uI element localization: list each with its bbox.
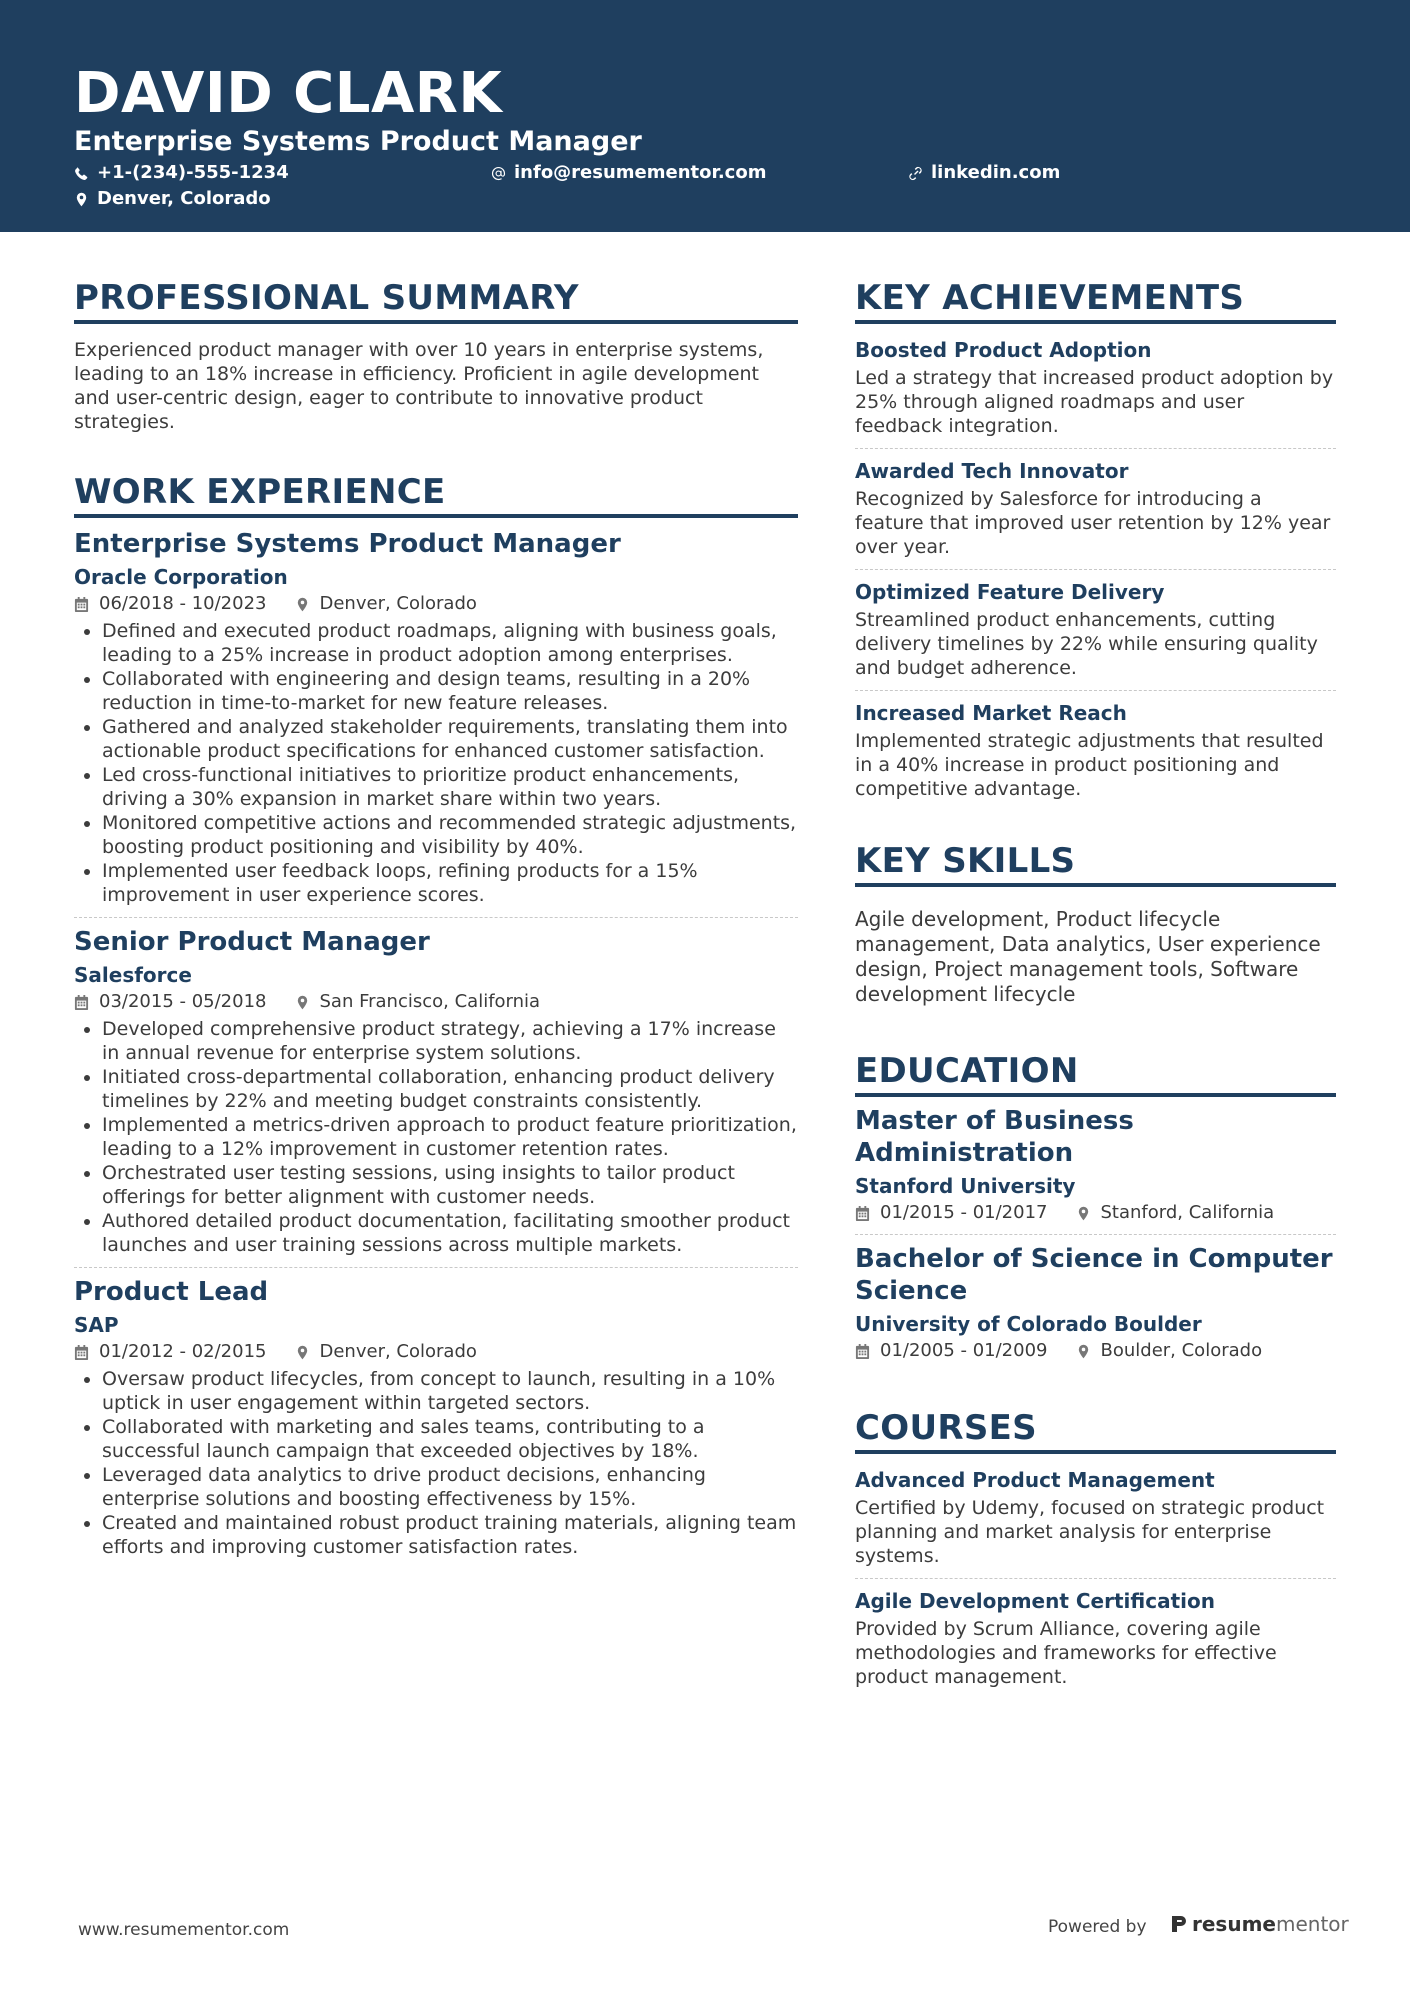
job-company: Salesforce bbox=[74, 963, 192, 987]
achievement-text: Streamlined product enhancements, cutting delivery timelines by 22% while ensuring quality and budget adherence. bbox=[855, 609, 1318, 679]
location-pin-icon bbox=[295, 597, 310, 612]
achievement-text: Implemented strategic adjustments that resulted in a 40% increase in product positioning and competitive advantage. bbox=[855, 730, 1324, 800]
job-dates: 01/2012 - 02/2015 bbox=[99, 1341, 267, 1362]
achievement-item bbox=[855, 336, 1336, 438]
achievement-divider bbox=[855, 569, 1336, 570]
job-bullet: • Oversaw product lifecycles, from concept to launch, resulting in a 10% uptick in user engagement within targeted sectors. bbox=[102, 1367, 798, 1415]
achievement-item bbox=[855, 578, 1336, 680]
calendar-icon bbox=[74, 597, 89, 612]
email-text[interactable]: info@resumementor.com bbox=[514, 162, 767, 183]
location-text: Denver, Colorado bbox=[97, 188, 271, 209]
job-bullets bbox=[74, 619, 798, 907]
experience-heading: WORK EXPERIENCE bbox=[74, 472, 798, 518]
course-title: Agile Development Certification bbox=[855, 1589, 1215, 1613]
job-title: Product Lead bbox=[74, 1277, 269, 1307]
education-divider bbox=[855, 1234, 1336, 1235]
at-icon bbox=[491, 166, 506, 181]
job-bullet: • Implemented a metrics-driven approach to product feature prioritization, leading to a 12% improvement in customer retention rates. bbox=[102, 1113, 798, 1161]
link-icon bbox=[908, 166, 923, 181]
job-divider bbox=[74, 1267, 798, 1268]
resumementor-logo-icon bbox=[1170, 1914, 1188, 1934]
location-pin-icon bbox=[295, 995, 310, 1010]
job-title: Senior Product Manager bbox=[74, 927, 430, 957]
skills-text: Agile development, Product lifecycle management, Data analytics, User experience design, Project management tools, Software development lifecycle bbox=[855, 907, 1321, 1006]
calendar-icon bbox=[74, 995, 89, 1010]
education-school: University of Colorado Boulder bbox=[855, 1312, 1202, 1336]
job-bullets bbox=[74, 1017, 798, 1257]
footer-url[interactable]: www.resumementor.com bbox=[78, 1920, 290, 1940]
skills-heading: KEY SKILLS bbox=[855, 841, 1336, 887]
phone-icon bbox=[74, 166, 89, 181]
contact-location bbox=[74, 186, 271, 212]
job-bullet: • Authored detailed product documentation, facilitating smoother product launches and user training sessions across multiple markets. bbox=[102, 1209, 798, 1257]
achievement-title: Increased Market Reach bbox=[855, 701, 1127, 725]
job-bullet: • Implemented user feedback loops, refining products for a 15% improvement in user experience scores. bbox=[102, 859, 798, 907]
courses-heading: COURSES bbox=[855, 1408, 1336, 1454]
job-company: SAP bbox=[74, 1313, 119, 1337]
summary-text: Experienced product manager with over 10 years in enterprise systems, leading to an 18% increase in efficiency. Proficient in agile development and user-centric design, eager to contribute to innovative product strategies. bbox=[74, 339, 764, 433]
contact-phone bbox=[74, 160, 289, 186]
candidate-name: DAVID CLARK bbox=[74, 61, 503, 126]
linkedin-text[interactable]: linkedin.com bbox=[931, 162, 1061, 183]
job-divider bbox=[74, 917, 798, 918]
achievement-item bbox=[855, 457, 1336, 559]
course-text: Provided by Scrum Alliance, covering agile methodologies and frameworks for effective product management. bbox=[855, 1618, 1277, 1688]
education-dates: 01/2005 - 01/2009 bbox=[880, 1340, 1048, 1361]
education-location: Stanford, California bbox=[1100, 1202, 1275, 1223]
achievement-title: Awarded Tech Innovator bbox=[855, 459, 1129, 483]
education-dates: 01/2015 - 01/2017 bbox=[880, 1202, 1048, 1223]
education-item bbox=[855, 1105, 1336, 1226]
job-location: San Francisco, California bbox=[319, 991, 541, 1012]
job-bullet: • Initiated cross-departmental collaboration, enhancing product delivery timelines by 22% and meeting budget constraints consistently. bbox=[102, 1065, 798, 1113]
job-entry bbox=[74, 926, 798, 1257]
calendar-icon bbox=[74, 1345, 89, 1360]
job-bullet: • Gathered and analyzed stakeholder requirements, translating them into actionable product specifications for enhanced customer satisfaction. bbox=[102, 715, 798, 763]
education-degree: Bachelor of Science in Computer Science bbox=[855, 1244, 1333, 1306]
powered-by-label: Powered by bbox=[1048, 1917, 1147, 1937]
course-title: Advanced Product Management bbox=[855, 1468, 1215, 1492]
job-bullet: • Collaborated with engineering and design teams, resulting in a 20% reduction in time-to-market for new feature releases. bbox=[102, 667, 798, 715]
job-bullet: • Developed comprehensive product strategy, achieving a 17% increase in annual revenue for enterprise system solutions. bbox=[102, 1017, 798, 1065]
job-bullet: • Defined and executed product roadmaps, aligning with business goals, leading to a 25% increase in product adoption among enterprises. bbox=[102, 619, 798, 667]
brand-name-light: mentor bbox=[1275, 1912, 1349, 1936]
course-text: Certified by Udemy, focused on strategic product planning and market analysis for enterprise systems. bbox=[855, 1497, 1325, 1567]
achievement-title: Optimized Feature Delivery bbox=[855, 580, 1165, 604]
achievement-text: Led a strategy that increased product adoption by 25% through aligned roadmaps and user feedback integration. bbox=[855, 367, 1334, 437]
calendar-icon bbox=[855, 1344, 870, 1359]
job-bullet: • Leveraged data analytics to drive product decisions, enhancing enterprise solutions and boosting effectiveness by 15%. bbox=[102, 1463, 798, 1511]
job-bullets bbox=[74, 1367, 798, 1559]
education-location: Boulder, Colorado bbox=[1100, 1340, 1263, 1361]
achievements-heading: KEY ACHIEVEMENTS bbox=[855, 278, 1336, 324]
resume-header bbox=[0, 0, 1410, 232]
education-meta bbox=[855, 1338, 1336, 1364]
job-dates: 03/2015 - 05/2018 bbox=[99, 991, 267, 1012]
job-location: Denver, Colorado bbox=[319, 593, 477, 614]
job-title: Enterprise Systems Product Manager bbox=[74, 529, 621, 559]
course-item bbox=[855, 1466, 1336, 1568]
job-dates: 06/2018 - 10/2023 bbox=[99, 593, 267, 614]
brand-name-bold: resume bbox=[1192, 1912, 1276, 1936]
job-meta bbox=[74, 989, 798, 1015]
location-pin-icon bbox=[1076, 1206, 1091, 1221]
contact-email[interactable] bbox=[491, 160, 766, 186]
left-column bbox=[74, 278, 798, 1559]
summary-heading: PROFESSIONAL SUMMARY bbox=[74, 278, 798, 324]
job-location: Denver, Colorado bbox=[319, 1341, 477, 1362]
course-item bbox=[855, 1587, 1336, 1689]
education-item bbox=[855, 1243, 1336, 1364]
location-pin-icon bbox=[1076, 1344, 1091, 1359]
job-bullet: • Led cross-functional initiatives to prioritize product enhancements, driving a 30% expansion in market share within two years. bbox=[102, 763, 798, 811]
job-meta bbox=[74, 1339, 798, 1365]
job-company: Oracle Corporation bbox=[74, 565, 288, 589]
brand-logo[interactable] bbox=[1170, 1912, 1349, 1936]
education-degree: Master of Business Administration bbox=[855, 1106, 1134, 1168]
job-bullet: • Monitored competitive actions and recommended strategic adjustments, boosting product positioning and visibility by 40%. bbox=[102, 811, 798, 859]
achievement-divider bbox=[855, 690, 1336, 691]
calendar-icon bbox=[855, 1206, 870, 1221]
contact-linkedin[interactable] bbox=[908, 160, 1060, 186]
job-meta bbox=[74, 591, 798, 617]
education-school: Stanford University bbox=[855, 1174, 1076, 1198]
phone-text: +1-(234)-555-1234 bbox=[97, 162, 289, 183]
candidate-title: Enterprise Systems Product Manager bbox=[74, 126, 642, 157]
achievement-text: Recognized by Salesforce for introducing a feature that improved user retention by 12% year over year. bbox=[855, 488, 1331, 558]
education-meta bbox=[855, 1200, 1336, 1226]
job-bullet: • Collaborated with marketing and sales teams, contributing to a successful launch campaign that exceeded objectives by 18%. bbox=[102, 1415, 798, 1463]
job-bullet: • Created and maintained robust product training materials, aligning team efforts and improving customer satisfaction rates. bbox=[102, 1511, 798, 1559]
achievement-title: Boosted Product Adoption bbox=[855, 338, 1152, 362]
education-heading: EDUCATION bbox=[855, 1051, 1336, 1097]
location-pin-icon bbox=[74, 192, 89, 207]
achievement-item bbox=[855, 699, 1336, 801]
job-bullet: • Orchestrated user testing sessions, using insights to tailor product offerings for better alignment with customer needs. bbox=[102, 1161, 798, 1209]
achievement-divider bbox=[855, 448, 1336, 449]
job-entry bbox=[74, 1276, 798, 1559]
job-entry bbox=[74, 528, 798, 907]
location-pin-icon bbox=[295, 1345, 310, 1360]
course-divider bbox=[855, 1578, 1336, 1579]
right-column bbox=[855, 278, 1336, 1689]
